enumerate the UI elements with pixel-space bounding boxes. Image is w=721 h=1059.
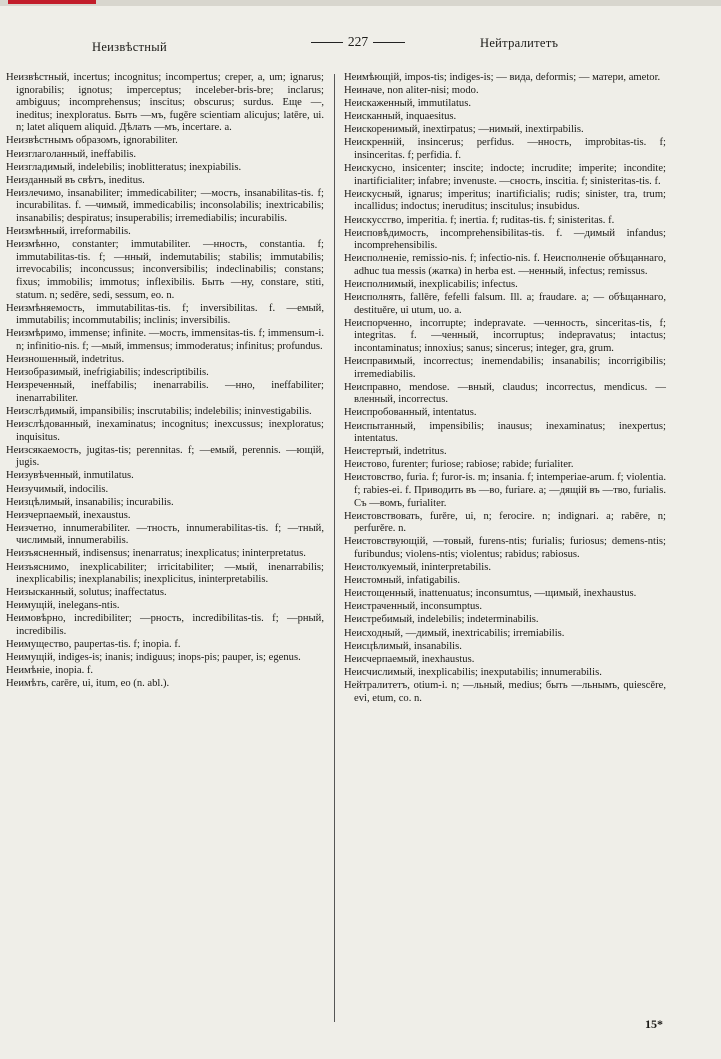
dictionary-entry: Неизувѣченный, inmutilatus. [6, 470, 134, 482]
dictionary-entry: Неизмѣняемость, immutabilitas-tis. f; inversibilitas. f. —емый, immutabilis; incommutabilis; inclinis; inversibilis. [6, 302, 324, 327]
dictionary-entry: Неизреченный, ineffabilis; inenarrabilis. —нно, ineffabiliter; inenarrabiliter. [6, 380, 324, 404]
dictionary-entry: Неимущество, paupertas-tis. f; inopia. f. [6, 639, 181, 651]
dictionary-entry: Неискоренимый, inextirpatus; —нимый, inextirpabilis. [344, 124, 584, 136]
page-number-block [283, 34, 433, 50]
dictionary-entry: Неизношенный, indetritus. [6, 354, 125, 366]
header-left-word: Неизвѣстный [92, 40, 167, 54]
header-rule-left [311, 42, 343, 43]
dictionary-entry: Неимѣющій, impos-tis; indiges-is; — вида, deformis; — матери, ametor. [344, 72, 661, 83]
dictionary-entry: Неиспробованный, intentatus. [344, 407, 477, 419]
dictionary-entry: Неискусство, imperitia. f; inertia. f; ruditas-tis. f; sinisteritas. f. [344, 214, 615, 226]
dictionary-entry: Неискаженный, immutilatus. [344, 98, 471, 110]
dictionary-entry: Неиспытанный, impensibilis; inausus; inexaminatus; inexpertus; intentatus. [344, 420, 666, 445]
dictionary-entry: Неизвѣстнымъ образомъ, ignorabiliter. [6, 135, 178, 147]
dictionary-entry: Неистраченный, inconsumptus. [344, 601, 483, 613]
dictionary-entry: Неисчерпаемый, inexhaustus. [344, 653, 475, 665]
dictionary-entry: Неистовствующій, —товый, furens-ntis; furialis; furiosus; demens-ntis; furibundus; violens-ntis; violentus; rabidus; rabiosus. [344, 536, 666, 560]
dictionary-entry: Неизвѣстный, incertus; incognitus; incompertus; creper, a, um; ignarus; ignorabilis; ignotus; imperceptus; inceleber-bris-bre; inclarus; ambiguus; incomprehensus; inscitus; obscurus; surdus. Еще —, ineditus; inexploratus. Быть —мъ, fugěre scientiam alicujus; latēre, ui. n; latet aliquem aliquid. Дѣлать —мъ, incertare. a. [6, 72, 324, 134]
dictionary-entry: Неимовѣрно, incredibiliter; —рность, incredibilitas-tis. f; —рный, incredibilis. [6, 613, 324, 638]
dictionary-entry: Неистовство, furia. f; furor-is. m; insania. f; intemperiae-arum. f; violentia. f; rabies-ei. f. Приводить въ —во, furiare. a; —дящій въ —тво, furialis. Съ —вомъ, furialiter. [344, 472, 666, 509]
dictionary-entry: Неистолкуемый, ininterpretabilis. [344, 562, 492, 574]
column-divider [334, 74, 335, 1022]
dictionary-entry: Нейтралитетъ, otium-i. n; —льный, medius; быть —льнымъ, quiescěre, evi, etum, co. n. [344, 679, 666, 704]
dictionary-entry: Неистертый, indetritus. [344, 446, 447, 458]
running-header [0, 34, 721, 54]
page-top-edge [0, 0, 721, 6]
dictionary-entry: Неисправимый, incorrectus; inemendabilis; insanabilis; incorrigibilis; irremediabilis. [344, 356, 666, 380]
dictionary-entry: Неизысканный, solutus; inaffectatus. [6, 587, 167, 599]
dictionary-entry: Неисправно, mendose. —вный, claudus; incorrectus, mendicus. —вленный, incorrectus. [344, 381, 666, 406]
dictionary-entry: Неистовствовать, furěre, ui, n; ferocire. n; indignari. a; rabēre, n; perfurěre. n. [344, 510, 666, 535]
dictionary-entry: Неизлечимо, insanabiliter; immedicabiliter; —мость, insanabilitas-tis. f; incurabilitas. f. —чимый, immedicabilis; inconsolabilis; inextricabilis; insanabilis; despiratus; insuperabilis; irremediabilis; incurabilis. [6, 187, 324, 225]
dictionary-entry: Неимѣніе, inopia. f. [6, 665, 94, 677]
dictionary-entry: Неимущій, indiges-is; inanis; indiguus; inops-pis; pauper, is; egenus. [6, 652, 301, 664]
dictionary-entry: Неисходный, —димый, inextricabilis; irremiabilis. [344, 627, 565, 639]
dictionary-entry: Неизобразимый, inefrigiabilis; indescriptibilis. [6, 367, 209, 379]
dictionary-entry: Неисполнять, fallēre, fefelli falsum. Ill. a; fraudare. a; — обѣщаннаго, destituěre, ui utum, uo. a. [344, 292, 666, 316]
dictionary-entry: Неисцѣлимый, insanabilis. [344, 640, 462, 652]
dictionary-entry: Неиспорченно, incorrupte; indepravate. —ченность, sinceritas-tis, f; integritas. f. —ченный, incorruptus; indepravatus; intactus; incontaminatus; innoxius; sanus; sincerus; integer, gra, grum. [344, 317, 666, 354]
dictionary-entry: Неискренній, insincerus; perfidus. —нность, improbitas-tis. f; insinceritas. f; perfidia. f. [344, 137, 666, 162]
dictionary-entry: Неизцѣлимый, insanabilis; incurabilis. [6, 496, 174, 508]
red-marker-strip [8, 0, 96, 4]
page-number: 227 [347, 34, 369, 49]
dictionary-entry: Неизмѣнно, constanter; immutabiliter. —нность, constantia. f; immutabilitas-tis. f; —нный, indemutabilis; stabilis; immutabilis; irrevocabilis; inconcussus; inconversibilis; indeclinabilis; constans; fixus; immobilis; immotus; inflexibilis. Быть —ну, constare, stiti, statum. n; sedēre, sedi, sessum, eo. n. [6, 239, 324, 301]
dictionary-entry: Неискусный, ignarus; imperitus; inartificialis; rudis; sinister, tra, trum; incallidus; indoctus; ineruditus; inscitulus; insubidus. [344, 188, 666, 213]
dictionary-entry: Неизмѣнный, irreformabilis. [6, 226, 131, 238]
header-rule-right [373, 42, 405, 43]
dictionary-entry: Неизсякаемость, jugitas-tis; perennitas. f; —емый, perennis. —ющій, jugis. [6, 444, 324, 469]
dictionary-entry: Неизчерпаемый, inexaustus. [6, 509, 131, 521]
dictionary-entry: Неизглаголанный, ineffabilis. [6, 148, 137, 160]
dictionary-entry: Неизчетно, innumerabiliter. —тность, innumerabilitas-tis. f; —тный, числимый, innumerabilis. [6, 522, 324, 547]
dictionary-entry: Неизмѣримо, immense; infinite. —мость, immensitas-tis. f; immensum-i. n; infinitio-nis. f; —мый, immensus; immoderatus; infinitus; profundus. [6, 328, 324, 352]
dictionary-entry: Неизучимый, indocilis. [6, 483, 109, 495]
header-right-word: Нейтралитетъ [480, 36, 559, 50]
dictionary-entry: Неимѣть, carēre, ui, itum, eo (n. abl.). [6, 678, 170, 690]
dictionary-entry: Неистощенный, inattenuatus; inconsumtus, —щимый, inexhaustus. [344, 588, 637, 600]
dictionary-entry: Неисполнимый, inexplicabilis; infectus. [344, 279, 518, 290]
dictionary-entry: Неистребимый, indelebilis; indeterminabilis. [344, 614, 539, 626]
dictionary-entry: Неисповѣдимость, incomprehensibilitas-tis. f. —димый infandus; incomprehensibilis. [344, 227, 666, 252]
dictionary-entry: Неизслѣдимый, impansibilis; inscrutabilis; indelebilis; ininvestigabilis. [6, 405, 312, 417]
dictionary-column-left [6, 72, 324, 692]
dictionary-entry: Неизъяснимо, inexplicabiliter; irricitabiliter; —мый, inenarrabilis; inexplicabilis; inexplanabilis; inexplicitus, ininterpretabilis. [6, 561, 324, 586]
dictionary-entry: Неизслѣдованный, inexaminatus; incognitus; inexcussus; inexploratus; inquisitus. [6, 419, 324, 443]
dictionary-entry: Неистово, furenter; furiose; rabiose; rabide; furialiter. [344, 459, 574, 471]
dictionary-entry: Неимущій, inelegans-ntis. [6, 600, 120, 612]
dictionary-entry: Неискусно, insicenter; inscite; indocte; incruditе; imperite; incondite; inartificialiter; infabre; invenuste. —сность, inscitia. f; sinisteritas-tis. f. [344, 163, 666, 187]
dictionary-entry: Неистомный, infatigabilis. [344, 575, 461, 587]
dictionary-entry: Неиначе, non aliter-nisi; modo. [344, 85, 479, 97]
dictionary-entry: Неисканный, inquaesitus. [344, 111, 457, 123]
dictionary-entry: Неисчислимый, inexplicabilis; inexputabilis; innumerabilis. [344, 666, 602, 678]
signature-mark: 15* [645, 1017, 663, 1031]
dictionary-entry: Неисполненіе, remissio-nis. f; infectio-nis. f. Неисполненіе обѣщаннаго, adhuc tua messis (жатка) in herba est. —ненный, infectus; remissus. [344, 253, 666, 277]
dictionary-entry: Неизданный въ свѣтъ, ineditus. [6, 174, 145, 186]
dictionary-entry: Неизъясненный, indisensus; inenarratus; inexplicatus; ininterpretatus. [6, 548, 306, 560]
dictionary-column-right [344, 72, 666, 706]
dictionary-entry: Неизгладимый, indelebilis; inoblitteratus; inexpiabilis. [6, 161, 242, 173]
